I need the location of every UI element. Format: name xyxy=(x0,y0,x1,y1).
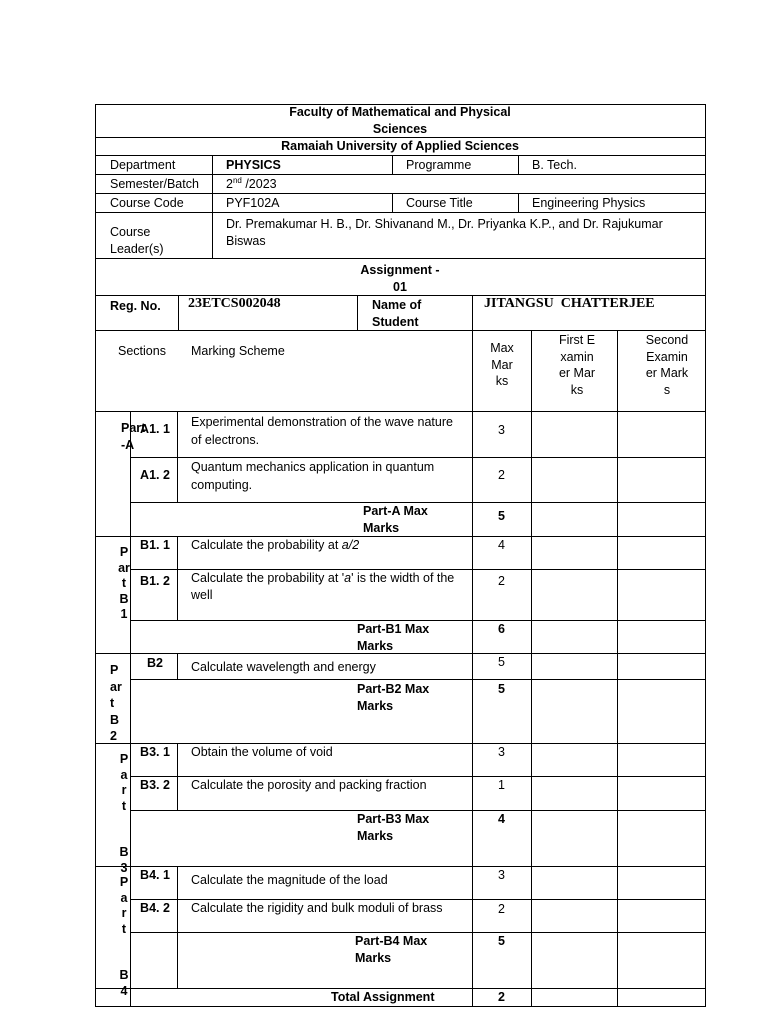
faculty-title: Faculty of Mathematical and Physical Sciences xyxy=(289,105,511,136)
item-max-marks: 1 xyxy=(498,778,505,792)
col-first-examiner: First Examiner Marks xyxy=(558,333,596,397)
item-description: Calculate the probability at 'a' is the width of the well xyxy=(191,571,455,602)
item-description: Calculate the rigidity and bulk moduli of brass xyxy=(191,901,443,915)
rule xyxy=(95,212,706,213)
item-max-marks: 3 xyxy=(498,745,505,759)
rule xyxy=(472,295,473,330)
rule xyxy=(95,155,706,156)
student-name-label: Name of Student xyxy=(372,298,422,329)
part-total-label: Part-B3 Max Marks xyxy=(357,812,430,843)
item-id: A1. 1 xyxy=(140,422,170,436)
semester-label: Semester/Batch xyxy=(110,177,199,191)
rule xyxy=(617,330,618,1007)
item-id: B2 xyxy=(147,656,163,670)
rule xyxy=(130,411,131,1007)
total-assignment-value: 2 xyxy=(498,990,505,1004)
course-title-value: Engineering Physics xyxy=(532,196,646,210)
part-total-label: Part-B2 Max Marks xyxy=(357,682,430,713)
item-max-marks: 2 xyxy=(498,574,505,588)
course-leader-value: Dr. Premakumar H. B., Dr. Shivanand M., Dr. Priyanka K.P., and Dr. Rajukumar Biswas xyxy=(226,217,663,248)
item-id: A1. 2 xyxy=(140,468,170,482)
university-title: Ramaiah University of Applied Sciences xyxy=(281,139,519,153)
item-max-marks: 3 xyxy=(498,423,505,437)
table-border-bottom xyxy=(95,1006,706,1007)
item-description: Obtain the volume of void xyxy=(191,745,333,759)
rule xyxy=(130,679,706,680)
programme-label: Programme xyxy=(406,158,472,172)
part-a-label: Part -A xyxy=(121,421,146,452)
item-id: B4. 2 xyxy=(140,901,170,915)
rule xyxy=(95,174,706,175)
reg-no-value: 23ETCS002048 xyxy=(188,296,281,311)
rule xyxy=(95,258,706,259)
department-value: PHYSICS xyxy=(226,158,281,172)
rule xyxy=(95,193,706,194)
table-border-right xyxy=(705,104,706,1007)
course-code-value: PYF102A xyxy=(226,196,280,210)
col-max-marks: Max Marks xyxy=(490,341,514,388)
item-description: Calculate wavelength and energy xyxy=(191,660,376,674)
part-total-value: 5 xyxy=(498,682,505,696)
item-id: B3. 1 xyxy=(140,745,170,759)
rule xyxy=(95,866,706,867)
item-max-marks: 5 xyxy=(498,655,505,669)
part-b1-label: Part B1 xyxy=(118,545,130,621)
rule xyxy=(177,866,178,988)
item-max-marks: 3 xyxy=(498,868,505,882)
rule xyxy=(177,536,178,620)
rule xyxy=(518,193,519,212)
item-max-marks: 4 xyxy=(498,538,505,552)
part-b3-label: P a r t B 3 xyxy=(119,752,129,875)
student-name-value: JITANGSU CHATTERJEE xyxy=(484,296,655,311)
rule xyxy=(392,155,393,174)
rule xyxy=(357,295,358,330)
rule xyxy=(518,155,519,174)
rule xyxy=(531,330,532,1007)
total-assignment-label: Total Assignment xyxy=(331,990,435,1004)
item-id: B1. 2 xyxy=(140,574,170,588)
col-marking-scheme: Marking Scheme xyxy=(191,344,285,358)
course-leader-label: Course Leader(s) xyxy=(110,225,164,256)
department-label: Department xyxy=(110,158,176,172)
col-sections: Sections xyxy=(118,344,166,358)
rule xyxy=(212,155,213,258)
part-b2-label: Part B2 xyxy=(110,663,122,743)
assignment-title: Assignment - 01 xyxy=(360,263,440,294)
item-id: B3. 2 xyxy=(140,778,170,792)
course-title-label: Course Title xyxy=(406,196,473,210)
part-total-label: Part-B4 Max Marks xyxy=(355,934,428,965)
part-total-label: Part-A Max Marks xyxy=(363,504,428,535)
item-id: B1. 1 xyxy=(140,538,170,552)
semester-value: 2nd /2023 xyxy=(226,175,277,191)
item-description: Calculate the magnitude of the load xyxy=(191,873,388,887)
col-second-examiner: Second Examiner Marks xyxy=(645,333,689,397)
item-description: Calculate the probability at a/2 xyxy=(191,538,360,552)
rule xyxy=(95,330,706,331)
rule xyxy=(177,743,178,810)
part-total-value: 5 xyxy=(498,509,505,523)
reg-no-label: Reg. No. xyxy=(110,299,161,313)
part-total-value: 6 xyxy=(498,622,505,636)
part-total-label: Part-B1 Max Marks xyxy=(357,622,430,653)
rule xyxy=(177,653,178,679)
rule xyxy=(177,411,178,502)
rule xyxy=(95,411,706,412)
item-description: Calculate the porosity and packing fraction xyxy=(191,778,427,792)
course-code-label: Course Code xyxy=(110,196,184,210)
rule xyxy=(392,193,393,212)
part-total-value: 5 xyxy=(498,934,505,948)
part-b4-label: P a r t B 4 xyxy=(119,875,129,998)
item-max-marks: 2 xyxy=(498,468,505,482)
part-total-value: 4 xyxy=(498,812,505,826)
item-description: Experimental demonstration of the wave nature of electrons. xyxy=(191,415,453,447)
rule xyxy=(178,295,179,330)
programme-value: B. Tech. xyxy=(532,158,577,172)
item-max-marks: 2 xyxy=(498,902,505,916)
item-id: B4. 1 xyxy=(140,868,170,882)
table-border-left xyxy=(95,104,96,1007)
item-description: Quantum mechanics application in quantum computing. xyxy=(191,460,435,492)
